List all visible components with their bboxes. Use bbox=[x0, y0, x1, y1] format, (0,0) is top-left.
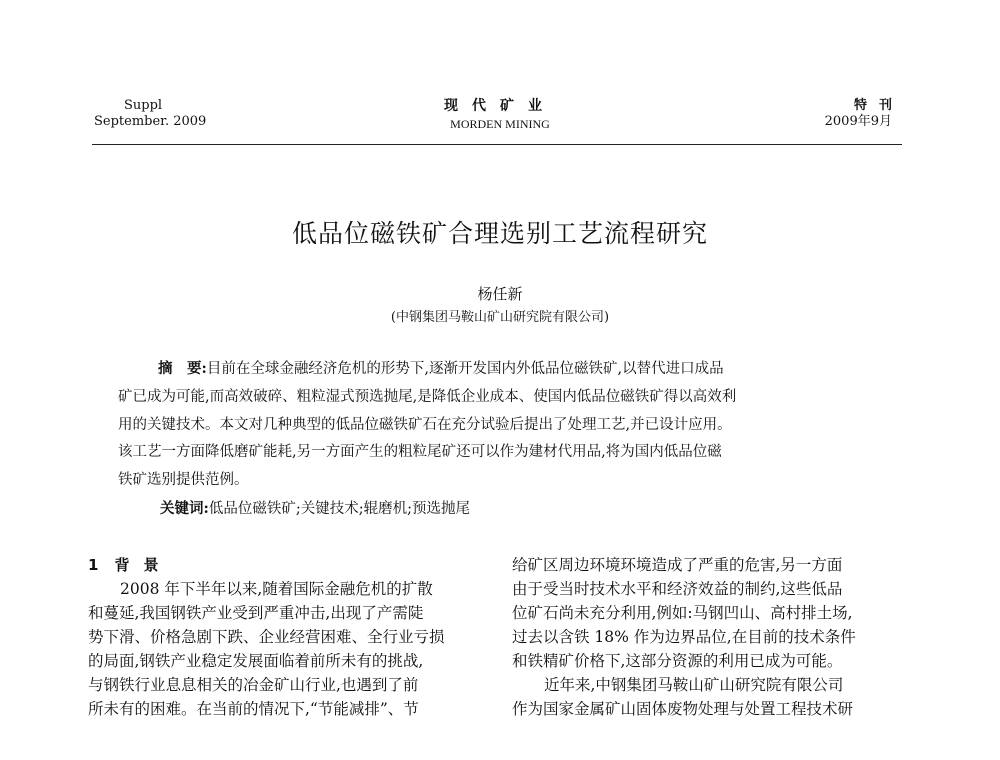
section-heading bbox=[88, 553, 476, 577]
body-line: 2008 年下半年以来,随着国际金融危机的扩散 bbox=[120, 580, 433, 598]
body-line: 近年来,中钢集团马鞍山矿山研究院有限公司 bbox=[544, 676, 844, 694]
body-line: 的局面,钢铁产业稳定发展面临着前所未有的挑战, bbox=[88, 652, 424, 670]
keywords-label: 关键词: bbox=[160, 500, 209, 517]
body-line: 过去以含铁 18% 作为边界品位,在目前的技术条件 bbox=[512, 628, 856, 646]
body-line: 与钢铁行业息息相关的冶金矿山行业,也遇到了前 bbox=[88, 676, 419, 694]
article-title: 低品位磁铁矿合理选别工艺流程研究 bbox=[291, 219, 708, 248]
abstract bbox=[118, 355, 874, 495]
header-rule bbox=[92, 144, 902, 145]
body-column-left bbox=[88, 553, 476, 721]
journal-name-cn: 现代矿业 bbox=[444, 98, 556, 114]
issue-date-en: September. 2009 bbox=[94, 114, 207, 129]
issue-date-cn: 2009年9月 bbox=[824, 114, 892, 129]
body-line: 作为国家金属矿山固体废物处理与处置工程技术研 bbox=[512, 700, 854, 718]
body-line: 由于受当时技术水平和经济效益的制约,这些低品 bbox=[512, 580, 843, 598]
body-line: 位矿石尚未充分利用,例如:马钢凹山、高村排土场, bbox=[512, 604, 853, 622]
keywords bbox=[160, 497, 470, 518]
section-number: 1 bbox=[88, 556, 99, 574]
journal-name-en: MORDEN MINING bbox=[450, 117, 550, 131]
abstract-label: 摘 要: bbox=[158, 360, 207, 377]
body-line: 和蔓延,我国钢铁产业受到严重冲击,出现了产需陡 bbox=[88, 604, 424, 622]
body-column-right bbox=[512, 553, 906, 721]
abstract-line: 矿已成为可能,而高效破碎、粗粒湿式预选抛尾,是降低企业成本、使国内低品位磁铁矿得以高效利 bbox=[118, 388, 737, 405]
abstract-line: 用的关键技术。本文对几种典型的低品位磁铁矿石在充分试验后提出了处理工艺,并已设计应用。 bbox=[118, 416, 732, 433]
supplement-label: Suppl bbox=[124, 98, 163, 113]
body-line: 给矿区周边环境环境造成了严重的危害,另一方面 bbox=[512, 556, 843, 574]
abstract-line: 铁矿选别提供范例。 bbox=[118, 472, 249, 489]
running-header-right bbox=[824, 98, 904, 130]
keywords-text: 低品位磁铁矿;关键技术;辊磨机;预选抛尾 bbox=[208, 501, 471, 517]
author-affiliation: (中钢集团马鞍山矿山研究院有限公司) bbox=[390, 310, 610, 325]
abstract-line: 摘 要:目前在全球金融经济危机的形势下,逐渐开发国内外低品位磁铁矿,以替代进口成品 bbox=[158, 360, 724, 377]
body-line: 势下滑、价格急剧下跌、企业经营困难、全行业亏损 bbox=[88, 628, 445, 646]
article-author: 杨任新 bbox=[477, 285, 523, 303]
abstract-line: 该工艺一方面降低磨矿能耗,另一方面产生的粗粒尾矿还可以作为建材代用品,将为国内低品位磁 bbox=[118, 444, 722, 461]
section-title: 背景 bbox=[114, 556, 173, 574]
body-line: 和铁精矿价格下,这部分资源的利用已成为可能。 bbox=[512, 652, 843, 670]
special-issue-label: 特刊 bbox=[853, 98, 904, 113]
body-line: 所未有的困难。在当前的情况下,“节能减排”、节 bbox=[88, 700, 419, 718]
